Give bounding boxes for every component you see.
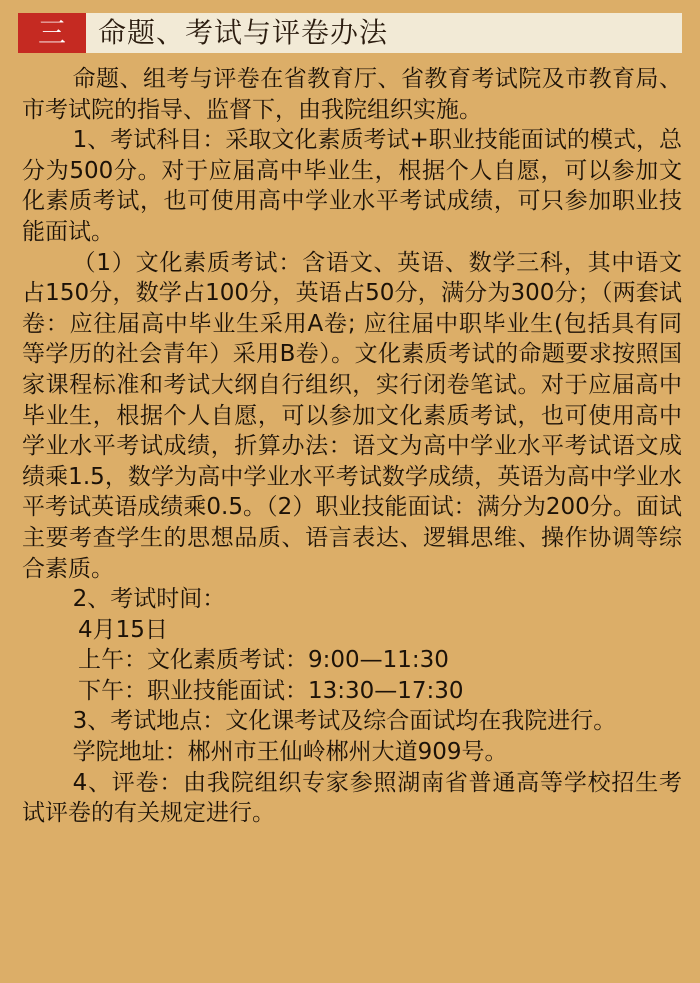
paragraph-grading: 4、评卷：由我院组织专家参照湖南省普通高等学校招生考试评卷的有关规定进行。	[22, 769, 682, 827]
paragraph-afternoon: 下午：职业技能面试：13:30—17:30	[78, 677, 464, 704]
paragraph-culture-exam: （1）文化素质考试：含语文、英语、数学三科，其中语文占150分，数学占100分，英语占50分，满分为300分；（两套试卷：应往届高中毕业生采用A卷; 应往届中职毕业生(包括具有同等学历的社会青年）采用B卷）。文化素质考试的命题要求按照国家课程标准和考试大纲自行组织，实行闭卷笔试。对于应届高中毕业生，根据个人自愿，可以参加文化素质考试，也可使用高中学业水平考试成绩，折算办法：语文为高中学业水平考试语文成绩乘1.5，数学为高中学业水平考试数学成绩，英语为高中学业水平考试英语成绩乘0.5。（2）职业技能面试：满分为200分。面试主要考查学生的思想品质、语言表达、逻辑思维、操作协调等综合素质。	[22, 249, 682, 582]
document-body	[22, 64, 682, 829]
paragraph-time-heading: 2、考试时间：	[72, 586, 226, 613]
paragraph-address: 学院地址：郴州市王仙岭郴州大道909号。	[72, 739, 508, 766]
paragraph-intro: 命题、组考与评卷在省教育厅、省教育考试院及市教育局、市考试院的指导、监督下，由我院组织实施。	[22, 66, 682, 123]
section-title: 命题、考试与评卷办法	[98, 16, 389, 49]
paragraph-date: 4月15日	[78, 616, 168, 643]
paragraph-location: 3、考试地点：文化课考试及综合面试均在我院进行。	[72, 708, 617, 735]
paragraph-subjects: 1、考试科目：采取文化素质考试+职业技能面试的模式，总分为500分。对于应届高中毕业生，根据个人自愿，可以参加文化素质考试，也可使用高中学业水平考试成绩，可只参加职业技能面试。	[22, 127, 682, 245]
paragraph-morning: 上午：文化素质考试：9:00—11:30	[78, 647, 449, 674]
section-number-badge: 三	[18, 13, 86, 53]
section-header	[18, 13, 682, 53]
